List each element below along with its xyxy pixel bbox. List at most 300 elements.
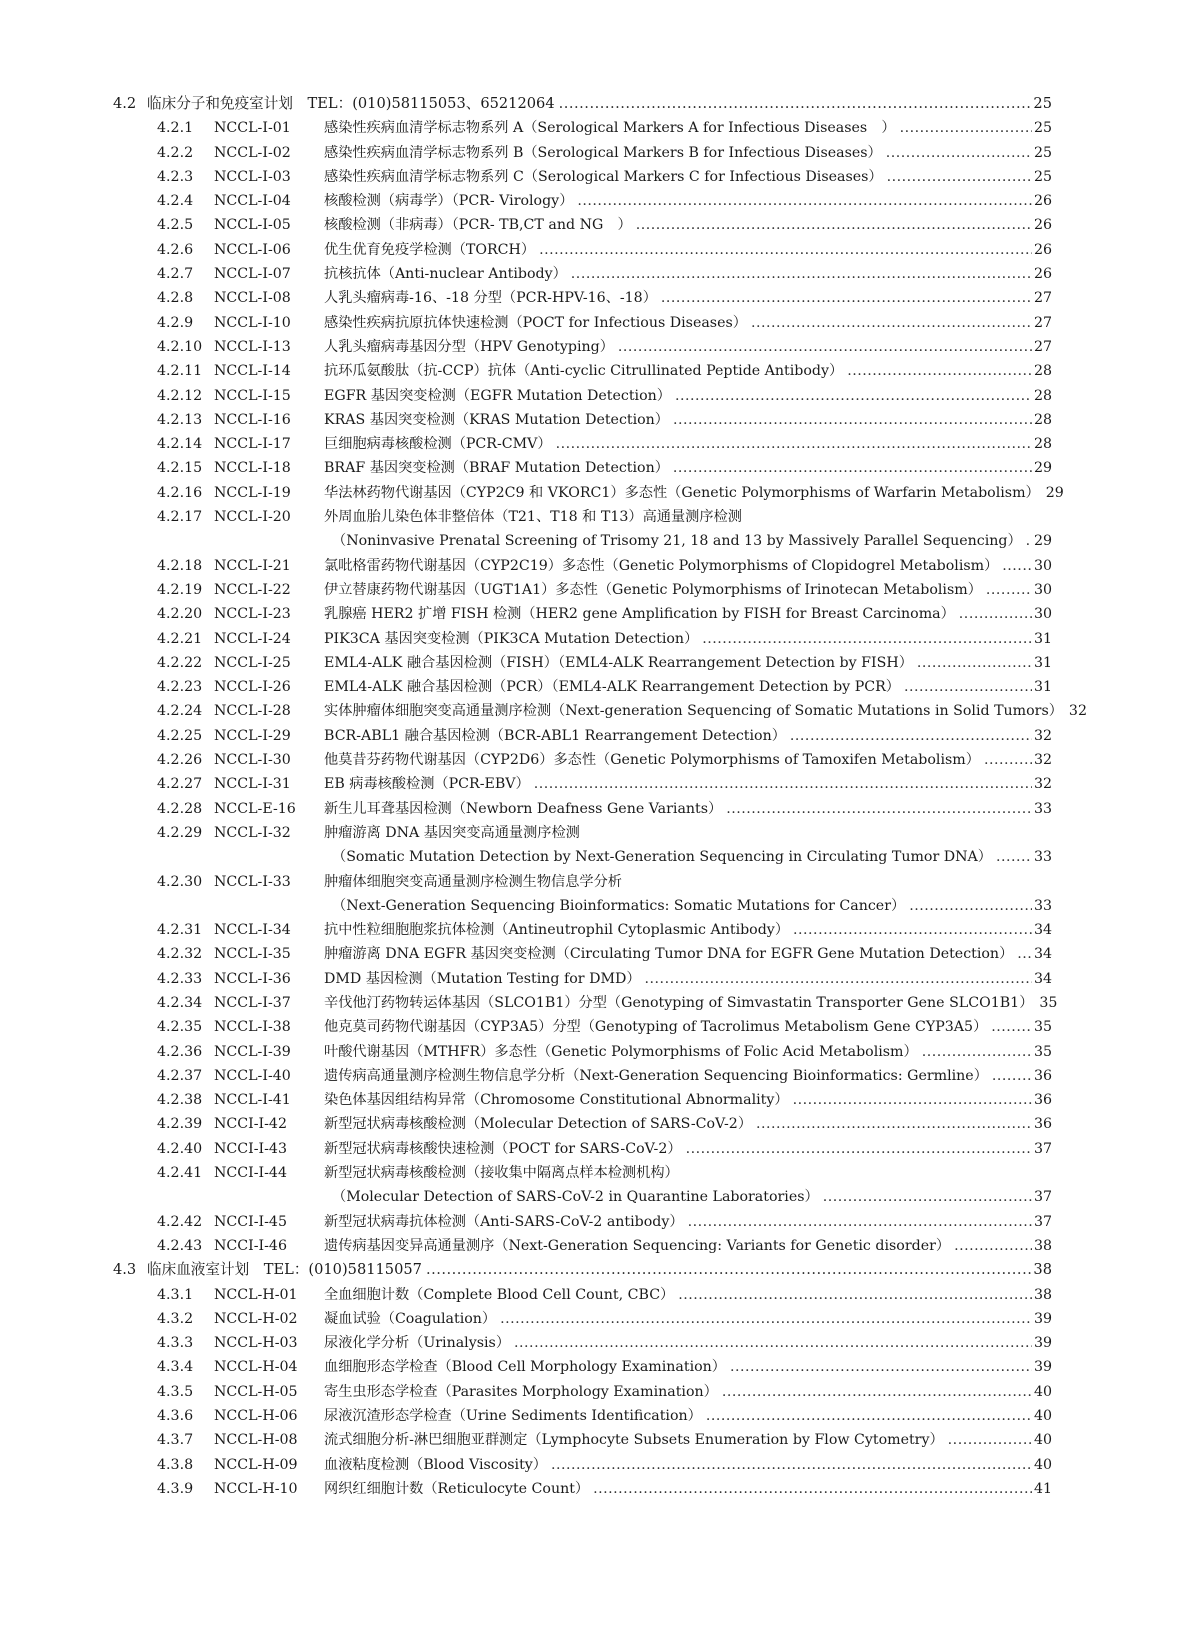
toc-entry-row[interactable] bbox=[0, 1404, 1200, 1428]
toc-title: 临床血液室计划 TEL：(010)58115057 bbox=[147, 1261, 422, 1279]
toc-code: NCCI-I-43 bbox=[214, 1140, 287, 1157]
toc-dot-leader bbox=[904, 675, 1032, 699]
toc-leader bbox=[324, 1331, 1052, 1355]
toc-page-number: 40 bbox=[1033, 1408, 1052, 1425]
toc-leader bbox=[324, 456, 1052, 480]
toc-entry-row[interactable] bbox=[0, 1040, 1200, 1064]
toc-code: NCCL-I-20 bbox=[214, 509, 291, 526]
toc-leader bbox=[324, 311, 1052, 335]
toc-dot-leader bbox=[917, 651, 1032, 675]
toc-code: NCCL-I-08 bbox=[214, 290, 291, 307]
toc-leader bbox=[332, 529, 1052, 553]
toc-leader bbox=[324, 141, 1052, 165]
toc-number: 4.2.8 bbox=[157, 290, 194, 307]
toc-number: 4.3.1 bbox=[157, 1286, 194, 1303]
toc-dot-leader bbox=[996, 845, 1032, 869]
toc-code: NCCL-I-04 bbox=[214, 193, 291, 210]
toc-title: 华法林药物代谢基因（CYP2C9 和 VKORC1）多态性（Genetic Polymorphisms of Warfarin Metabolism） bbox=[324, 484, 1040, 501]
toc-leader bbox=[324, 1355, 1052, 1379]
toc-entry-row[interactable] bbox=[0, 116, 1200, 140]
toc-code: NCCL-H-06 bbox=[214, 1408, 298, 1425]
toc-continuation-row[interactable] bbox=[0, 845, 1200, 869]
toc-page-number: 26 bbox=[1033, 193, 1052, 210]
toc-entry-row[interactable] bbox=[0, 335, 1200, 359]
toc-continuation-row[interactable] bbox=[0, 894, 1200, 918]
toc-page-number: 31 bbox=[1033, 679, 1052, 696]
toc-title: 氯吡格雷药物代谢基因（CYP2C19）多态性（Genetic Polymorphisms of Clopidogrel Metabolism） bbox=[324, 557, 999, 574]
toc-entry-row[interactable] bbox=[0, 311, 1200, 335]
toc-leader bbox=[324, 359, 1052, 383]
toc-title: EB 病毒核酸检测（PCR-EBV） bbox=[324, 776, 530, 793]
toc-code: NCCL-I-26 bbox=[214, 679, 291, 696]
toc-number: 4.3.5 bbox=[157, 1383, 194, 1400]
toc-page-number: 34 bbox=[1033, 946, 1052, 963]
toc-page-number: 27 bbox=[1033, 314, 1052, 331]
toc-section-row[interactable] bbox=[0, 92, 1200, 116]
toc-title: EML4-ALK 融合基因检测（FISH）（EML4-ALK Rearrangement Detection by FISH） bbox=[324, 654, 913, 671]
toc-page-number: 29 bbox=[1045, 484, 1064, 501]
toc-dot-leader bbox=[1017, 942, 1032, 966]
toc-page-number: 39 bbox=[1033, 1310, 1052, 1327]
toc-dot-leader bbox=[675, 384, 1032, 408]
toc-code: NCCL-I-29 bbox=[214, 727, 291, 744]
toc-title: 寄生虫形态学检查（Parasites Morphology Examination） bbox=[324, 1383, 718, 1400]
toc-code: NCCL-I-41 bbox=[214, 1092, 291, 1109]
toc-number: 4.3.7 bbox=[157, 1432, 194, 1449]
toc-number: 4.2.29 bbox=[157, 824, 203, 841]
toc-entry-row[interactable] bbox=[0, 1331, 1200, 1355]
toc-entry-row[interactable] bbox=[0, 1355, 1200, 1379]
toc-number: 4.2.21 bbox=[157, 630, 203, 647]
toc-code: NCCI-I-42 bbox=[214, 1116, 287, 1133]
toc-dot-leader bbox=[556, 432, 1032, 456]
toc-code: NCCL-I-38 bbox=[214, 1019, 291, 1036]
toc-title: EML4-ALK 融合基因检测（PCR）（EML4-ALK Rearrangement Detection by PCR） bbox=[324, 679, 900, 696]
toc-entry-row[interactable] bbox=[0, 942, 1200, 966]
toc-leader bbox=[324, 1161, 1052, 1185]
toc-number: 4.2.38 bbox=[157, 1092, 203, 1109]
toc-code: NCCL-I-22 bbox=[214, 581, 291, 598]
toc-page-number: 40 bbox=[1033, 1456, 1052, 1473]
toc-number: 4.2.14 bbox=[157, 436, 203, 453]
toc-page-number: 26 bbox=[1033, 266, 1052, 283]
toc-entry-row[interactable] bbox=[0, 870, 1200, 894]
toc-code: NCCL-I-24 bbox=[214, 630, 291, 647]
toc-leader bbox=[324, 1380, 1052, 1404]
toc-entry-row[interactable] bbox=[0, 578, 1200, 602]
toc-code: NCCL-I-07 bbox=[214, 266, 291, 283]
toc-dot-leader bbox=[991, 1015, 1032, 1039]
toc-page-number: 30 bbox=[1033, 581, 1052, 598]
toc-dot-leader bbox=[571, 262, 1032, 286]
toc-title: （Somatic Mutation Detection by Next-Generation Sequencing in Circulating Tumor DNA） bbox=[332, 849, 992, 866]
toc-code: NCCL-I-32 bbox=[214, 824, 291, 841]
toc-page-number: 34 bbox=[1033, 922, 1052, 939]
toc-page-number: 32 bbox=[1068, 703, 1087, 720]
toc-dot-leader bbox=[948, 1428, 1032, 1452]
toc-number: 4.2 bbox=[113, 95, 137, 112]
toc-number: 4.2.25 bbox=[157, 727, 203, 744]
toc-title: 抗环瓜氨酸肽（抗-CCP）抗体（Anti-cyclic Citrullinated Peptide Antibody） bbox=[324, 363, 844, 380]
toc-title: 肿瘤游离 DNA EGFR 基因突变检测（Circulating Tumor DNA for EGFR Gene Mutation Detection） bbox=[324, 946, 1014, 963]
toc-dot-leader bbox=[1002, 554, 1032, 578]
toc-entry-row[interactable] bbox=[0, 1428, 1200, 1452]
toc-title: 感染性疾病血清学标志物系列 B（Serological Markers B for Infectious Diseases） bbox=[324, 144, 882, 161]
toc-entry-row[interactable] bbox=[0, 481, 1200, 505]
toc-title: 感染性疾病抗原抗体快速检测（POCT for Infectious Diseases） bbox=[324, 314, 747, 331]
toc-leader bbox=[332, 1185, 1052, 1209]
toc-entry-row[interactable] bbox=[0, 359, 1200, 383]
toc-dot-leader bbox=[661, 286, 1032, 310]
toc-code: NCCL-H-04 bbox=[214, 1359, 298, 1376]
toc-title: 人乳头瘤病毒基因分型（HPV Genotyping） bbox=[324, 338, 614, 355]
toc-page-number: 34 bbox=[1033, 970, 1052, 987]
toc-dot-leader bbox=[886, 141, 1032, 165]
toc-page-number: 25 bbox=[1033, 168, 1052, 185]
toc-entry-row[interactable] bbox=[0, 141, 1200, 165]
toc-code: NCCL-H-09 bbox=[214, 1456, 298, 1473]
toc-page-number: 27 bbox=[1033, 290, 1052, 307]
toc-dot-leader bbox=[909, 894, 1032, 918]
toc-leader bbox=[324, 213, 1052, 237]
toc-entry-row[interactable] bbox=[0, 1088, 1200, 1112]
toc-code: NCCL-E-16 bbox=[214, 800, 296, 817]
toc-page-number: 38 bbox=[1033, 1286, 1052, 1303]
toc-dot-leader bbox=[645, 967, 1032, 991]
toc-entry-row[interactable] bbox=[0, 432, 1200, 456]
toc-code: NCCL-I-02 bbox=[214, 144, 291, 161]
toc-number: 4.2.42 bbox=[157, 1213, 203, 1230]
toc-code: NCCL-I-28 bbox=[214, 703, 291, 720]
toc-title: 网织红细胞计数（Reticulocyte Count） bbox=[324, 1480, 590, 1497]
toc-title: 新生儿耳聋基因检测（Newborn Deafness Gene Variants） bbox=[324, 800, 723, 817]
toc-code: NCCL-H-02 bbox=[214, 1310, 298, 1327]
toc-leader bbox=[324, 1428, 1052, 1452]
toc-entry-row[interactable] bbox=[0, 262, 1200, 286]
toc-entry-row[interactable] bbox=[0, 602, 1200, 626]
toc-entry-row[interactable] bbox=[0, 213, 1200, 237]
toc-code: NCCL-I-31 bbox=[214, 776, 291, 793]
toc-leader bbox=[324, 286, 1052, 310]
toc-code: NCCL-I-39 bbox=[214, 1043, 291, 1060]
toc-number: 4.2.19 bbox=[157, 581, 203, 598]
toc-title: 伊立替康药物代谢基因（UGT1A1）多态性（Genetic Polymorphisms of Irinotecan Metabolism） bbox=[324, 581, 982, 598]
toc-number: 4.2.7 bbox=[157, 266, 194, 283]
toc-leader bbox=[324, 335, 1052, 359]
toc-title: 优生优育免疫学检测（TORCH） bbox=[324, 241, 536, 258]
toc-title: 血细胞形态学检查（Blood Cell Morphology Examination） bbox=[324, 1359, 726, 1376]
toc-page-number: 35 bbox=[1033, 1019, 1052, 1036]
toc-number: 4.2.10 bbox=[157, 338, 203, 355]
toc-code: NCCL-H-05 bbox=[214, 1383, 298, 1400]
toc-number: 4.2.40 bbox=[157, 1140, 203, 1157]
toc-dot-leader bbox=[636, 213, 1032, 237]
toc-leader bbox=[324, 1064, 1052, 1088]
toc-entry-row[interactable] bbox=[0, 1064, 1200, 1088]
toc-dot-leader bbox=[702, 627, 1032, 651]
toc-number: 4.2.4 bbox=[157, 193, 194, 210]
toc-leader bbox=[324, 797, 1052, 821]
toc-leader bbox=[324, 1015, 1052, 1039]
toc-page-number: 27 bbox=[1033, 338, 1052, 355]
toc-page-number: 25 bbox=[1033, 120, 1052, 137]
toc-entry-row[interactable] bbox=[0, 821, 1200, 845]
toc-dot-leader bbox=[823, 1185, 1032, 1209]
toc-dot-leader bbox=[900, 116, 1032, 140]
toc-entry-row[interactable] bbox=[0, 1234, 1200, 1258]
toc-code: NCCL-H-10 bbox=[214, 1480, 298, 1497]
toc-number: 4.2.26 bbox=[157, 752, 203, 769]
toc-number: 4.2.41 bbox=[157, 1165, 203, 1182]
toc-leader bbox=[324, 602, 1052, 626]
toc-dot-leader bbox=[847, 359, 1032, 383]
toc-title: 实体肿瘤体细胞突变高通量测序检测（Next-generation Sequencing of Somatic Mutations in Solid Tumors） bbox=[324, 703, 1063, 720]
toc-entry-row[interactable] bbox=[0, 1161, 1200, 1185]
toc-section-row[interactable] bbox=[0, 1258, 1200, 1282]
toc-page-number: 32 bbox=[1033, 727, 1052, 744]
toc-page-number: 25 bbox=[1033, 144, 1052, 161]
toc-entry-row[interactable] bbox=[0, 1477, 1200, 1501]
toc-title: 临床分子和免疫室计划 TEL：(010)58115053、65212064 bbox=[147, 95, 555, 112]
toc-page-number: 32 bbox=[1033, 752, 1052, 769]
toc-page-number: 37 bbox=[1033, 1140, 1052, 1157]
toc-title: 染色体基因组结构异常（Chromosome Constitutional Abnormality） bbox=[324, 1092, 789, 1109]
toc-title: BRAF 基因突变检测（BRAF Mutation Detection） bbox=[324, 460, 669, 477]
toc-leader bbox=[324, 481, 1064, 505]
toc-leader bbox=[147, 92, 1052, 116]
toc-code: NCCL-I-34 bbox=[214, 922, 291, 939]
toc-dot-leader bbox=[992, 1064, 1032, 1088]
toc-dot-leader bbox=[756, 1112, 1032, 1136]
toc-page-number: 35 bbox=[1039, 994, 1058, 1011]
toc-entry-row[interactable] bbox=[0, 651, 1200, 675]
toc-number: 4.3.3 bbox=[157, 1335, 194, 1352]
toc-leader bbox=[324, 1283, 1052, 1307]
toc-page-number: 30 bbox=[1033, 606, 1052, 623]
toc-dot-leader bbox=[534, 772, 1032, 796]
toc-entry-row[interactable] bbox=[0, 1453, 1200, 1477]
toc-continuation-row[interactable] bbox=[0, 529, 1200, 553]
toc-code: NCCI-I-44 bbox=[214, 1165, 287, 1182]
toc-leader bbox=[324, 821, 1052, 845]
toc-leader bbox=[324, 724, 1052, 748]
toc-title: 抗中性粒细胞胞浆抗体检测（Antineutrophil Cytoplasmic Antibody） bbox=[324, 922, 790, 939]
toc-code: NCCI-I-45 bbox=[214, 1213, 287, 1230]
toc-number: 4.2.20 bbox=[157, 606, 203, 623]
toc-page-number: 37 bbox=[1033, 1189, 1052, 1206]
toc-code: NCCL-I-40 bbox=[214, 1067, 291, 1084]
toc-leader bbox=[324, 432, 1052, 456]
toc-title: 人乳头瘤病毒-16、-18 分型（PCR-HPV-16、-18） bbox=[324, 290, 657, 307]
toc-number: 4.3.8 bbox=[157, 1456, 194, 1473]
toc-entry-row[interactable] bbox=[0, 627, 1200, 651]
toc-page-number: 33 bbox=[1033, 800, 1052, 817]
toc-leader bbox=[324, 991, 1058, 1015]
toc-number: 4.2.33 bbox=[157, 970, 203, 987]
toc-entry-row[interactable] bbox=[0, 238, 1200, 262]
toc-dot-leader bbox=[551, 1453, 1032, 1477]
toc-dot-leader bbox=[593, 1477, 1032, 1501]
toc-entry-row[interactable] bbox=[0, 772, 1200, 796]
toc-code: NCCL-I-13 bbox=[214, 338, 291, 355]
toc-number: 4.2.13 bbox=[157, 411, 203, 428]
toc-dot-leader bbox=[514, 1331, 1032, 1355]
toc-entry-row[interactable] bbox=[0, 165, 1200, 189]
toc-leader bbox=[324, 1477, 1052, 1501]
toc-title: 新型冠状病毒核酸快速检测（POCT for SARS-CoV-2） bbox=[324, 1140, 682, 1157]
toc-title: 核酸检测（病毒学）（PCR- Virology） bbox=[324, 193, 574, 210]
toc-number: 4.2.31 bbox=[157, 922, 203, 939]
toc-number: 4.2.35 bbox=[157, 1019, 203, 1036]
toc-continuation-row[interactable] bbox=[0, 1185, 1200, 1209]
toc-page-number: 28 bbox=[1033, 387, 1052, 404]
toc-code: NCCL-I-06 bbox=[214, 241, 291, 258]
toc-title: 尿液化学分析（Urinalysis） bbox=[324, 1335, 511, 1352]
toc-page-number: 31 bbox=[1033, 630, 1052, 647]
toc-title: 全血细胞计数（Complete Blood Cell Count, CBC） bbox=[324, 1286, 675, 1303]
toc-entry-row[interactable] bbox=[0, 797, 1200, 821]
toc-number: 4.2.24 bbox=[157, 703, 203, 720]
toc-entry-row[interactable] bbox=[0, 505, 1200, 529]
toc-title: 核酸检测（非病毒）（PCR- TB,CT and NG ） bbox=[324, 217, 632, 234]
toc-number: 4.3.9 bbox=[157, 1480, 194, 1497]
toc-entry-row[interactable] bbox=[0, 456, 1200, 480]
toc-entry-row[interactable] bbox=[0, 1137, 1200, 1161]
toc-number: 4.2.9 bbox=[157, 314, 194, 331]
toc-dot-leader bbox=[887, 165, 1032, 189]
toc-title: 乳腺癌 HER2 扩增 FISH 检测（HER2 gene Amplification by FISH for Breast Carcinoma） bbox=[324, 606, 955, 623]
toc-code: NCCL-I-25 bbox=[214, 654, 291, 671]
toc-leader bbox=[324, 651, 1052, 675]
toc-code: NCCL-H-08 bbox=[214, 1432, 298, 1449]
toc-leader bbox=[324, 942, 1052, 966]
toc-code: NCCL-I-37 bbox=[214, 994, 291, 1011]
toc-page-number: 30 bbox=[1033, 557, 1052, 574]
toc-number: 4.3.2 bbox=[157, 1310, 194, 1327]
toc-leader bbox=[324, 870, 1052, 894]
toc-code: NCCL-H-01 bbox=[214, 1286, 298, 1303]
toc-leader bbox=[324, 1040, 1052, 1064]
toc-dot-leader bbox=[986, 578, 1032, 602]
toc-title: 遗传病基因变异高通量测序（Next-Generation Sequencing: Variants for Genetic disorder） bbox=[324, 1237, 951, 1254]
toc-dot-leader bbox=[426, 1258, 1031, 1282]
toc-page-number: 26 bbox=[1033, 217, 1052, 234]
toc-entry-row[interactable] bbox=[0, 699, 1200, 723]
toc-dot-leader bbox=[577, 189, 1032, 213]
toc-dot-leader bbox=[722, 1380, 1032, 1404]
toc-number: 4.2.32 bbox=[157, 946, 203, 963]
toc-code: NCCL-I-10 bbox=[214, 314, 291, 331]
toc-dot-leader bbox=[673, 408, 1032, 432]
toc-entry-row[interactable] bbox=[0, 967, 1200, 991]
toc-number: 4.2.18 bbox=[157, 557, 203, 574]
toc-dot-leader bbox=[688, 1210, 1032, 1234]
toc-code: NCCL-I-16 bbox=[214, 411, 291, 428]
toc-entry-row[interactable] bbox=[0, 918, 1200, 942]
toc-code: NCCL-I-21 bbox=[214, 557, 291, 574]
toc-title: 新型冠状病毒核酸检测（接收集中隔离点样本检测机构） bbox=[324, 1165, 679, 1182]
toc-dot-leader bbox=[500, 1307, 1032, 1331]
toc-number: 4.2.17 bbox=[157, 509, 203, 526]
toc-entry-row[interactable] bbox=[0, 724, 1200, 748]
toc-number: 4.2.36 bbox=[157, 1043, 203, 1060]
toc-number: 4.2.16 bbox=[157, 484, 203, 501]
toc-title: DMD 基因检测（Mutation Testing for DMD） bbox=[324, 970, 641, 987]
toc-title: 他莫昔芬药物代谢基因（CYP2D6）多态性（Genetic Polymorphisms of Tamoxifen Metabolism） bbox=[324, 752, 980, 769]
toc-dot-leader bbox=[730, 1355, 1032, 1379]
toc-leader bbox=[324, 1404, 1052, 1428]
toc-leader bbox=[324, 1137, 1052, 1161]
toc-title: （Noninvasive Prenatal Screening of Trisomy 21, 18 and 13 by Massively Parallel Sequencing） bbox=[332, 533, 1022, 550]
toc-dot-leader bbox=[559, 92, 1032, 116]
toc-entry-row[interactable] bbox=[0, 1380, 1200, 1404]
toc-entry-row[interactable] bbox=[0, 408, 1200, 432]
toc-title: 新型冠状病毒抗体检测（Anti-SARS-CoV-2 antibody） bbox=[324, 1213, 684, 1230]
toc-entry-row[interactable] bbox=[0, 1283, 1200, 1307]
toc-number: 4.2.11 bbox=[157, 363, 203, 380]
toc-leader bbox=[324, 1234, 1052, 1258]
toc-page-number: 28 bbox=[1033, 411, 1052, 428]
toc-dot-leader bbox=[793, 1088, 1032, 1112]
toc-page-number: 40 bbox=[1033, 1432, 1052, 1449]
toc-page-number: 33 bbox=[1033, 897, 1052, 914]
toc-number: 4.2.37 bbox=[157, 1067, 203, 1084]
toc-leader bbox=[324, 1210, 1052, 1234]
toc-entry-row[interactable] bbox=[0, 1307, 1200, 1331]
toc-entry-row[interactable] bbox=[0, 286, 1200, 310]
toc-number: 4.2.34 bbox=[157, 994, 203, 1011]
toc-entry-row[interactable] bbox=[0, 1210, 1200, 1234]
toc-entry-row[interactable] bbox=[0, 189, 1200, 213]
toc-entry-row[interactable] bbox=[0, 1112, 1200, 1136]
toc-code: NCCI-I-46 bbox=[214, 1237, 287, 1254]
toc-number: 4.2.43 bbox=[157, 1237, 203, 1254]
toc-title: KRAS 基因突变检测（KRAS Mutation Detection） bbox=[324, 411, 669, 428]
toc-dot-leader bbox=[706, 1404, 1032, 1428]
toc-entry-row[interactable] bbox=[0, 748, 1200, 772]
toc-entry-row[interactable] bbox=[0, 554, 1200, 578]
toc-leader bbox=[332, 894, 1052, 918]
toc-title: PIK3CA 基因突变检测（PIK3CA Mutation Detection） bbox=[324, 630, 699, 647]
toc-entry-row[interactable] bbox=[0, 675, 1200, 699]
toc-code: NCCL-I-05 bbox=[214, 217, 291, 234]
toc-number: 4.3.4 bbox=[157, 1359, 194, 1376]
toc-leader bbox=[324, 748, 1052, 772]
toc-code: NCCL-I-03 bbox=[214, 168, 291, 185]
toc-page-number: 40 bbox=[1033, 1383, 1052, 1400]
toc-leader bbox=[324, 1112, 1052, 1136]
toc-number: 4.2.30 bbox=[157, 873, 203, 890]
toc-page-number: 41 bbox=[1033, 1480, 1052, 1497]
toc-number: 4.2.1 bbox=[157, 120, 194, 137]
toc-title: （Next-Generation Sequencing Bioinformatics: Somatic Mutations for Cancer） bbox=[332, 897, 906, 914]
toc-entry-row[interactable] bbox=[0, 1015, 1200, 1039]
toc-number: 4.2.22 bbox=[157, 654, 203, 671]
toc-number: 4.3.6 bbox=[157, 1408, 194, 1425]
toc-entry-row[interactable] bbox=[0, 991, 1200, 1015]
toc-leader bbox=[324, 262, 1052, 286]
toc-leader bbox=[324, 772, 1052, 796]
toc-leader bbox=[324, 238, 1052, 262]
toc-number: 4.2.39 bbox=[157, 1116, 203, 1133]
toc-number: 4.2.3 bbox=[157, 168, 194, 185]
toc-dot-leader bbox=[686, 1137, 1032, 1161]
toc-title: 尿液沉渣形态学检查（Urine Sediments Identification） bbox=[324, 1408, 702, 1425]
toc-dot-leader bbox=[751, 311, 1032, 335]
toc-title: 遗传病高通量测序检测生物信息学分析（Next-Generation Sequencing Bioinformatics: Germline） bbox=[324, 1067, 988, 1084]
toc-entry-row[interactable] bbox=[0, 384, 1200, 408]
toc-title: 抗核抗体（Anti-nuclear Antibody） bbox=[324, 266, 567, 283]
